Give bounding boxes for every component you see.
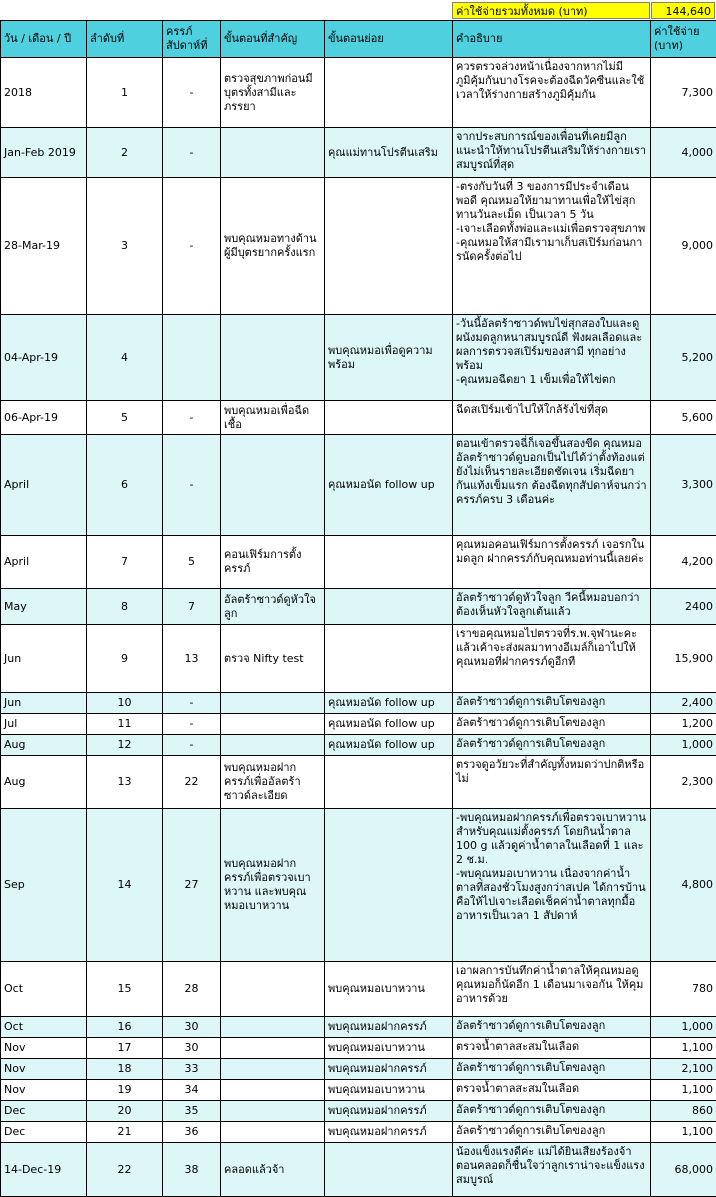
- cell-no[interactable]: 3: [87, 178, 163, 315]
- cell-main-step[interactable]: [221, 1122, 325, 1143]
- cell-description[interactable]: อัลตร้าซาวด์ดูการเติบโตของลูก: [453, 735, 651, 756]
- cell-week[interactable]: 27: [163, 809, 221, 962]
- cell-cost[interactable]: 1,000: [651, 735, 716, 756]
- table-row: [1, 1017, 716, 1038]
- table-row: [1, 625, 716, 693]
- cell-description[interactable]: ตอนเข้าตรวจฉี่ก็เจอขึ้นสองขีด คุณหมออัลตร้าซาวด์ดูบอกเป็นไปได้ว่าตั้งท้องแต่ยังไม่เห็นรายละเอียดชัดเจน เริ่มฉีดยากันแท้งเข็มแรก ต้องฉีดทุกสัปดาห์จนกว่าครรภ์ครบ 3 เดือนค่ะ: [453, 435, 651, 536]
- cell-date[interactable]: 04-Apr-19: [1, 315, 87, 401]
- cell-cost[interactable]: 4,200: [651, 536, 716, 589]
- table-row: [1, 128, 716, 178]
- cell-sub-step[interactable]: [325, 1143, 453, 1197]
- header-main-step[interactable]: ขั้นตอนที่สำคัญ: [221, 21, 325, 58]
- cell-date[interactable]: Nov: [1, 1080, 87, 1101]
- cell-cost[interactable]: 2400: [651, 589, 716, 625]
- table-row: [1, 809, 716, 962]
- table-row: [1, 1059, 716, 1080]
- cell-main-step[interactable]: [221, 435, 325, 536]
- cell-sub-step[interactable]: คุณหมอนัด follow up: [325, 693, 453, 714]
- cell-description[interactable]: อัลตร้าซาวด์ดูหัวใจลูก วีคนี้หมอบอกว่าต้องเห็นหัวใจลูกเต้นแล้ว: [453, 589, 651, 625]
- cell-description[interactable]: อัลตร้าซาวด์ดูการเติบโตของลูก: [453, 1017, 651, 1038]
- cell-date[interactable]: Aug: [1, 756, 87, 809]
- cell-cost[interactable]: 2,400: [651, 693, 716, 714]
- cell-main-step[interactable]: [221, 1017, 325, 1038]
- cell-week[interactable]: 7: [163, 589, 221, 625]
- table-row: [1, 756, 716, 809]
- cell-main-step[interactable]: [221, 693, 325, 714]
- cell-description[interactable]: อัลตร้าซาวด์ดูการเติบโตของลูก: [453, 1059, 651, 1080]
- expense-table: [0, 20, 716, 1197]
- cell-sub-step[interactable]: [325, 756, 453, 809]
- cell-description[interactable]: ตรวจดูอวัยวะที่สำคัญทั้งหมดว่าปกติหรือไม่: [453, 756, 651, 809]
- table-row: [1, 401, 716, 435]
- cell-sub-step[interactable]: คุณหมอนัด follow up: [325, 435, 453, 536]
- cell-sub-step[interactable]: คุณหมอนัด follow up: [325, 714, 453, 735]
- cell-no[interactable]: 7: [87, 536, 163, 589]
- header-row: [1, 21, 716, 58]
- cell-no[interactable]: 9: [87, 625, 163, 693]
- table-row: [1, 714, 716, 735]
- cell-description[interactable]: อัลตร้าซาวด์ดูการเติบโตของลูก: [453, 1122, 651, 1143]
- cell-description[interactable]: อัลตร้าซาวด์ดูการเติบโตของลูก: [453, 1101, 651, 1122]
- cell-no[interactable]: 8: [87, 589, 163, 625]
- cell-description[interactable]: ตรวจน้ำตาลสะสมในเลือด: [453, 1080, 651, 1101]
- cell-cost[interactable]: 1,200: [651, 714, 716, 735]
- cell-week[interactable]: -: [163, 128, 221, 178]
- cell-no[interactable]: 13: [87, 756, 163, 809]
- cell-date[interactable]: April: [1, 435, 87, 536]
- cell-cost[interactable]: 1,000: [651, 1017, 716, 1038]
- cell-description[interactable]: เอาผลการบันทึกค่าน้ำตาลให้คุณหมอดู คุณหมอก็นัดอีก 1 เดือนมาเจอกัน ให้คุมอาหารด้วย: [453, 962, 651, 1017]
- cell-week[interactable]: 28: [163, 962, 221, 1017]
- cell-description[interactable]: ตรวจน้ำตาลสะสมในเลือด: [453, 1038, 651, 1059]
- cell-cost[interactable]: 3,300: [651, 435, 716, 536]
- cell-main-step[interactable]: [221, 1038, 325, 1059]
- cell-main-step[interactable]: พบคุณหมอฝากครรภ์เพื่อตรวจเบาหวาน และพบคุณหมอเบาหวาน: [221, 809, 325, 962]
- table-row: [1, 536, 716, 589]
- cell-sub-step[interactable]: คุณหมอนัด follow up: [325, 735, 453, 756]
- cell-sub-step[interactable]: [325, 178, 453, 315]
- cell-cost[interactable]: 4,800: [651, 809, 716, 962]
- table-row: [1, 1080, 716, 1101]
- cell-week[interactable]: 30: [163, 1017, 221, 1038]
- cell-no[interactable]: 11: [87, 714, 163, 735]
- cell-description[interactable]: ฉีดสเปิร์มเข้าไปให้ใกล้รังไข่ที่สุด: [453, 401, 651, 435]
- cell-no[interactable]: 18: [87, 1059, 163, 1080]
- cell-cost[interactable]: 860: [651, 1101, 716, 1122]
- table-row: [1, 178, 716, 315]
- cell-main-step[interactable]: พบคุณหมอเพื่อฉีดเชื้อ: [221, 401, 325, 435]
- cell-no[interactable]: 21: [87, 1122, 163, 1143]
- cell-sub-step[interactable]: คุณแม่ทานโปรตีนเสริม: [325, 128, 453, 178]
- cell-no[interactable]: 19: [87, 1080, 163, 1101]
- cell-week[interactable]: -: [163, 58, 221, 128]
- cell-no[interactable]: 16: [87, 1017, 163, 1038]
- cell-no[interactable]: 22: [87, 1143, 163, 1197]
- cell-cost[interactable]: 9,000: [651, 178, 716, 315]
- cell-cost[interactable]: 15,900: [651, 625, 716, 693]
- table-row: [1, 315, 716, 401]
- cell-date[interactable]: Sep: [1, 809, 87, 962]
- cell-description[interactable]: อัลตร้าซาวด์ดูการเติบโตของลูก: [453, 714, 651, 735]
- cell-no[interactable]: 6: [87, 435, 163, 536]
- cell-week[interactable]: 30: [163, 1038, 221, 1059]
- cell-date[interactable]: April: [1, 536, 87, 589]
- cell-sub-step[interactable]: พบคุณหมอฝากครรภ์: [325, 1059, 453, 1080]
- table-row: [1, 735, 716, 756]
- cell-date[interactable]: Jun: [1, 625, 87, 693]
- cell-cost[interactable]: 2,300: [651, 756, 716, 809]
- table-row: [1, 962, 716, 1017]
- table-row: [1, 1038, 716, 1059]
- table-row: [1, 435, 716, 536]
- cell-cost[interactable]: 5,200: [651, 315, 716, 401]
- cell-sub-step[interactable]: [325, 589, 453, 625]
- cell-date[interactable]: Oct: [1, 962, 87, 1017]
- total-cost-label[interactable]: ค่าใช้จ่ายรวมทั้งหมด (บาท): [452, 2, 650, 19]
- cell-date[interactable]: Nov: [1, 1038, 87, 1059]
- cell-description[interactable]: จากประสบการณ์ของเพื่อนที่เคยมีลูกแนะนำให้ทานโปรตีนเสริมให้ร่างกายเราสมบูรณ์ที่สุด: [453, 128, 651, 178]
- cell-week[interactable]: -: [163, 401, 221, 435]
- cell-main-step[interactable]: คอนเฟิร์มการตั้งครรภ์: [221, 536, 325, 589]
- cell-no[interactable]: 5: [87, 401, 163, 435]
- cell-description[interactable]: เราขอคุณหมอไปตรวจที่ร.พ.จุฬานะคะ แล้วเค้าจะส่งผลมาทางอีเมล์ก็เอาไปให้คุณหมอที่ฝากครรภ์ดูอีกที: [453, 625, 651, 693]
- cell-date[interactable]: 14-Dec-19: [1, 1143, 87, 1197]
- cell-cost[interactable]: 7,300: [651, 58, 716, 128]
- table-row: [1, 58, 716, 128]
- header-cost[interactable]: ค่าใช้จ่าย (บาท): [651, 21, 716, 58]
- cell-main-step[interactable]: [221, 1080, 325, 1101]
- cell-main-step[interactable]: [221, 315, 325, 401]
- cell-date[interactable]: Dec: [1, 1122, 87, 1143]
- cell-no[interactable]: 14: [87, 809, 163, 962]
- cell-week[interactable]: -: [163, 735, 221, 756]
- cell-sub-step[interactable]: [325, 625, 453, 693]
- cell-description[interactable]: น้องแข็งแรงดีค่ะ แม่ได้ยินเสียงร้องจ้าตอนคลอดก็ชื่นใจว่าลูกเราน่าจะแข็งแรงสมบูรณ์: [453, 1143, 651, 1197]
- cell-no[interactable]: 2: [87, 128, 163, 178]
- cell-main-step[interactable]: อัลตร้าซาวด์ดูหัวใจลูก: [221, 589, 325, 625]
- cell-main-step[interactable]: ตรวจสุขภาพก่อนมีบุตรทั้งสามีและภรรยา: [221, 58, 325, 128]
- cell-main-step[interactable]: พบคุณหมอฝากครรภ์เพื่ออัลตร้าซาวด์ละเอียด: [221, 756, 325, 809]
- cell-week[interactable]: 34: [163, 1080, 221, 1101]
- cell-week[interactable]: 13: [163, 625, 221, 693]
- cell-week[interactable]: 35: [163, 1101, 221, 1122]
- cell-no[interactable]: 17: [87, 1038, 163, 1059]
- cell-date[interactable]: Nov: [1, 1059, 87, 1080]
- cell-week[interactable]: [163, 315, 221, 401]
- cell-main-step[interactable]: ตรวจ Nifty test: [221, 625, 325, 693]
- cell-cost[interactable]: 5,600: [651, 401, 716, 435]
- cell-cost[interactable]: 2,100: [651, 1059, 716, 1080]
- table-row: [1, 693, 716, 714]
- cell-no[interactable]: 20: [87, 1101, 163, 1122]
- cell-date[interactable]: 2018: [1, 58, 87, 128]
- cell-main-step[interactable]: คลอดแล้วจ้า: [221, 1143, 325, 1197]
- cell-cost[interactable]: 4,000: [651, 128, 716, 178]
- cell-cost[interactable]: 1,100: [651, 1122, 716, 1143]
- cell-main-step[interactable]: [221, 128, 325, 178]
- cell-sub-step[interactable]: พบคุณหมอเบาหวาน: [325, 1080, 453, 1101]
- table-row: [1, 589, 716, 625]
- cell-sub-step[interactable]: พบคุณหมอเบาหวาน: [325, 1038, 453, 1059]
- cell-sub-step[interactable]: พบคุณหมอเบาหวาน: [325, 962, 453, 1017]
- cell-week[interactable]: 5: [163, 536, 221, 589]
- cell-sub-step[interactable]: พบคุณหมอฝากครรภ์: [325, 1101, 453, 1122]
- cell-main-step[interactable]: [221, 714, 325, 735]
- cell-no[interactable]: 15: [87, 962, 163, 1017]
- cell-sub-step[interactable]: [325, 536, 453, 589]
- cell-description[interactable]: -พบคุณหมอฝากครรภ์เพื่อตรวจเบาหวานสำหรับคุณแม่ตั้งครรภ์ โดยกินน้ำตาล 100 g แล้วดูค่าน้ำตาลในเลือดที่ 1 และ 2 ช.ม. -พบคุณหมอเบาหวาน เนื่องจากค่าน้ำตาลที่สองชั่วโมงสูงกว่าสเปค ได้การบ้านคือให้ไปเจาะเลือดเช็คค่าน้ำตาลทุกมื้ออาหารเป็นเวลา 1 สัปดาห์: [453, 809, 651, 962]
- cell-main-step[interactable]: [221, 1059, 325, 1080]
- cell-date[interactable]: 06-Apr-19: [1, 401, 87, 435]
- cell-no[interactable]: 4: [87, 315, 163, 401]
- summary-bar: [0, 0, 716, 20]
- cell-date[interactable]: Aug: [1, 735, 87, 756]
- table-row: [1, 1101, 716, 1122]
- table-row: [1, 1122, 716, 1143]
- cell-week[interactable]: 38: [163, 1143, 221, 1197]
- cell-description[interactable]: คุณหมอคอนเฟิร์มการตั้งครรภ์ เจอรกในมดลูก ฝากครรภ์กับคุณหมอท่านนี้เลยค่ะ: [453, 536, 651, 589]
- cell-week[interactable]: 36: [163, 1122, 221, 1143]
- cell-no[interactable]: 10: [87, 693, 163, 714]
- cell-no[interactable]: 1: [87, 58, 163, 128]
- cell-sub-step[interactable]: พบคุณหมอฝากครรภ์: [325, 1122, 453, 1143]
- cell-date[interactable]: Jun: [1, 693, 87, 714]
- cell-date[interactable]: 28-Mar-19: [1, 178, 87, 315]
- cell-description[interactable]: อัลตร้าซาวด์ดูการเติบโตของลูก: [453, 693, 651, 714]
- cell-main-step[interactable]: [221, 735, 325, 756]
- cell-main-step[interactable]: [221, 1101, 325, 1122]
- header-week[interactable]: ครรภ์สัปดาห์ที่: [163, 21, 221, 58]
- cell-description[interactable]: -ตรงกับวันที่ 3 ของการมีประจำเดือนพอดี คุณหมอให้ยามาทานเพื่อให้ไข่สุก ทานวันละเม็ด เป็นเวลา 5 วัน -เจาะเลือดทั้งพ่อและแม่เพื่อตรวจสุขภาพ -คุณหมอให้สามีเรามาเก็บสเปิร์มก่อนการนัดครั้งต่อไป: [453, 178, 651, 315]
- cell-description[interactable]: -วันนี้อัลตร้าซาวด์พบไข่สุกสองใบและดูผนังมดลูกหนาสมบูรณ์ดี ฟังผลเลือดและผลการตรวจสเปิร์มของสามี ทุกอย่างพร้อม -คุณหมอฉีดยา 1 เข็มเพื่อให้ไข่ตก: [453, 315, 651, 401]
- cell-main-step[interactable]: พบคุณหมอทางด้านผู้มีบุตรยากครั้งแรก: [221, 178, 325, 315]
- cell-sub-step[interactable]: [325, 809, 453, 962]
- header-date[interactable]: วัน / เดือน / ปี: [1, 21, 87, 58]
- cell-cost[interactable]: 68,000: [651, 1143, 716, 1197]
- cell-sub-step[interactable]: [325, 58, 453, 128]
- table-row: [1, 1143, 716, 1197]
- cell-description[interactable]: ควรตรวจล่วงหน้าเนื่องจากหากไม่มีภูมิคุ้มกันบางโรคจะต้องฉีดวัคซีนและใช้เวลาให้ร่างกายสร้างภูมิคุ้มกัน: [453, 58, 651, 128]
- cell-week[interactable]: -: [163, 435, 221, 536]
- cell-main-step[interactable]: [221, 962, 325, 1017]
- cell-no[interactable]: 12: [87, 735, 163, 756]
- cell-week[interactable]: -: [163, 178, 221, 315]
- cell-cost[interactable]: 780: [651, 962, 716, 1017]
- header-no[interactable]: ลำดับที่: [87, 21, 163, 58]
- cell-date[interactable]: Dec: [1, 1101, 87, 1122]
- header-description[interactable]: คำอธิบาย: [453, 21, 651, 58]
- cell-week[interactable]: -: [163, 714, 221, 735]
- cell-sub-step[interactable]: พบคุณหมอฝากครรภ์: [325, 1017, 453, 1038]
- total-cost-value[interactable]: 144,640: [651, 2, 715, 19]
- cell-week[interactable]: -: [163, 693, 221, 714]
- cell-date[interactable]: Jan-Feb 2019: [1, 128, 87, 178]
- header-sub-step[interactable]: ขั้นตอนย่อย: [325, 21, 453, 58]
- cell-week[interactable]: 22: [163, 756, 221, 809]
- cell-date[interactable]: Jul: [1, 714, 87, 735]
- cell-cost[interactable]: 1,100: [651, 1038, 716, 1059]
- cell-cost[interactable]: 1,100: [651, 1080, 716, 1101]
- cell-week[interactable]: 33: [163, 1059, 221, 1080]
- cell-date[interactable]: Oct: [1, 1017, 87, 1038]
- cell-sub-step[interactable]: [325, 401, 453, 435]
- cell-date[interactable]: May: [1, 589, 87, 625]
- cell-sub-step[interactable]: พบคุณหมอเพื่อดูความพร้อม: [325, 315, 453, 401]
